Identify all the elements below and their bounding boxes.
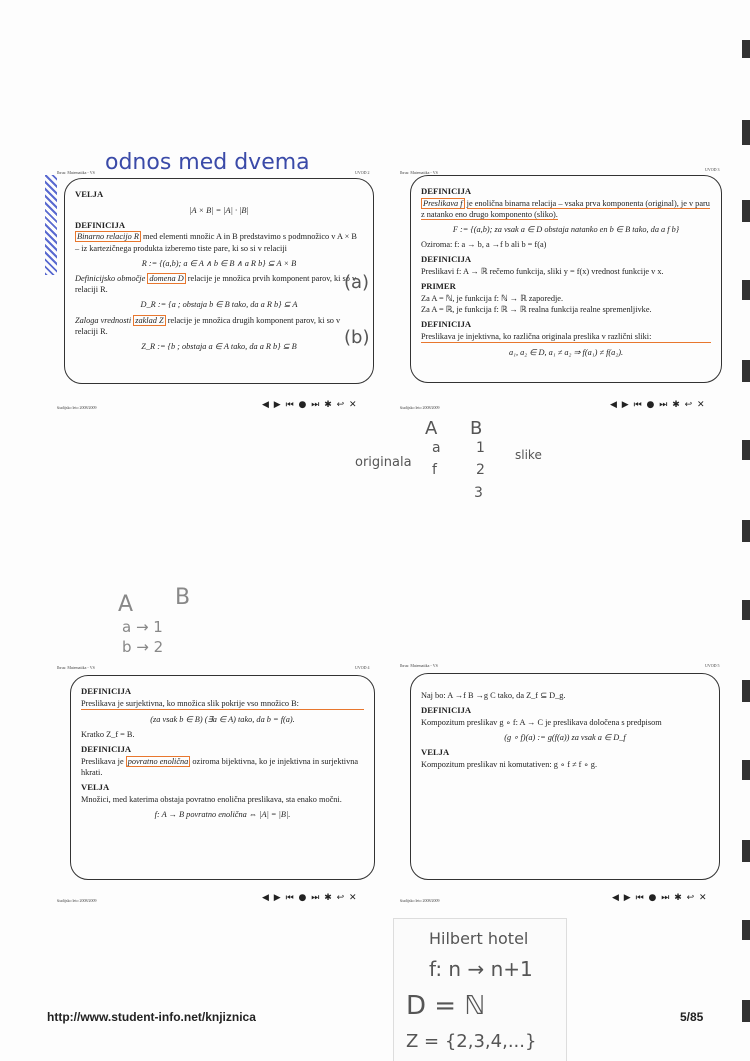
slide-header: Ibrus: Matematika - VS — [57, 170, 95, 175]
formula: D_R := {a ; obstaja b ∈ B tako, da a R b} ⊆ A — [140, 300, 298, 310]
paragraph: Preslikava f je enolična binarna relacija – vsaka prva komponenta (original), je v paru z natanko eno drugo komponento (sliko). — [421, 198, 710, 219]
binder-mark — [742, 280, 750, 300]
heading: DEFINICIJA — [421, 705, 472, 716]
handwritten-scribble — [45, 175, 57, 275]
binder-mark — [742, 680, 750, 702]
heading: PRIMER — [421, 281, 456, 292]
element: 2 — [476, 462, 485, 478]
slide-number: UVOD 5 — [705, 663, 720, 668]
slide-header: Ibrus: Matematika - VS — [57, 665, 95, 670]
binder-mark — [742, 40, 750, 58]
slide-footer: študijsko leto 2008/2009 — [57, 405, 97, 410]
set-a-label: A — [425, 418, 438, 439]
binder-mark — [742, 360, 750, 382]
formula: (g ∘ f)(a) := g(f(a)) za vsak a ∈ D_f — [504, 732, 626, 742]
slide-number: UVOD 3 — [705, 167, 720, 172]
element: f — [432, 462, 437, 478]
element: 3 — [474, 485, 483, 501]
handwritten-label: (a) — [344, 272, 370, 293]
heading: DEFINICIJA — [421, 186, 472, 196]
slide-5 — [410, 673, 720, 880]
formula: |A × B| = |A| · |B| — [189, 205, 249, 215]
paragraph: Kratko Z_f = B. — [81, 729, 135, 739]
element: 1 — [476, 440, 485, 456]
paragraph: Za A = ℕ, je funkcija f: ℕ → ℝ zaporedje. — [421, 293, 564, 303]
note-line: Hilbert hotel — [429, 929, 529, 948]
slide-nav-icons: ◀ ▶ ⏮ ● ⏭ ✱ ↩ ✕ — [610, 400, 706, 410]
note-line: Z = {2,3,4,...} — [406, 1031, 537, 1052]
formula: (za vsak b ∈ B) (∃a ∈ A) tako, da b = f(a). — [150, 714, 295, 724]
note: slike — [515, 448, 542, 462]
slide-nav-icons: ◀ ▶ ⏮ ● ⏭ ✱ ↩ ✕ — [262, 400, 358, 410]
sticky-note — [393, 918, 567, 1061]
handwritten-note: odnos med dvema — [105, 150, 310, 175]
formula: R := {(a,b); a ∈ A ∧ b ∈ B ∧ a R b} ⊆ A × B — [141, 258, 297, 268]
slide-footer: študijsko leto 2008/2009 — [57, 898, 97, 903]
slide-nav-icons: ◀ ▶ ⏮ ● ⏭ ✱ ↩ ✕ — [612, 893, 708, 903]
heading: DEFINICIJA — [75, 219, 126, 230]
paragraph: Preslikava je surjektivna, ko množica slik pokrije vso množico B: — [81, 698, 364, 710]
paragraph: Binarno relacijo R med elementi množic A in B predstavimo s podmnožico v A × B – iz kartezičnega produkta izberemo tiste pare, ki so si v relaciji — [75, 232, 357, 253]
paragraph: Množici, med katerima obstaja povratno enolična preslikava, sta enako močni. — [81, 794, 342, 804]
paragraph: Preslikava je injektivna, ko različna originala preslika v različni sliki: — [421, 331, 711, 343]
paragraph: Oziroma: f: a → b, a →f b ali b = f(a) — [421, 240, 547, 250]
binder-mark — [742, 120, 750, 145]
paragraph: Naj bo: A →f B →g C tako, da Z_f ⊆ D_g. — [421, 691, 566, 700]
slide-footer: študijsko leto 2008/2009 — [400, 898, 440, 903]
set-b-label: B — [175, 585, 191, 610]
source-url: http://www.student-info.net/knjiznica — [47, 1010, 256, 1024]
note: originala — [355, 455, 412, 470]
formula: Z_R := {b ; obstaja a ∈ A tako, da a R b} ⊆ B — [141, 341, 297, 351]
heading: VELJA — [421, 747, 450, 758]
paragraph: Kompozitum preslikav ni komutativen: g ∘ f ≠ f ∘ g. — [421, 759, 598, 769]
handwritten-label: (b) — [344, 327, 370, 348]
slide-3 — [410, 175, 722, 383]
slide-number: UVOD 2 — [355, 170, 370, 175]
set-b-label: B — [470, 418, 483, 439]
formula: a₁, a₂ ∈ D, a₁ ≠ a₂ ⇒ f(a₁) ≠ f(a₂). — [508, 347, 624, 357]
heading: VELJA — [81, 782, 110, 793]
mapping: a → 1 — [122, 618, 163, 636]
binder-mark — [742, 920, 750, 940]
binder-mark — [742, 840, 750, 862]
slide-number: UVOD 4 — [355, 665, 370, 670]
paragraph: Za A = ℝ, je funkcija f: ℝ → ℝ realna funkcija realne spremenljivke. — [421, 304, 652, 314]
page-number: 5/85 — [680, 1010, 704, 1024]
set-a-label: A — [118, 592, 134, 617]
mapping: b → 2 — [122, 638, 164, 656]
paragraph: Zaloga vrednosti zaklad Z relacije je množica drugih komponent parov, ki so v relaciji R. — [75, 315, 341, 336]
formula: f: A → B povratno enolična ⇔ |A| = |B|. — [154, 809, 291, 819]
slide-nav-icons: ◀ ▶ ⏮ ● ⏭ ✱ ↩ ✕ — [262, 893, 358, 903]
formula: F := {(a,b); za vsak a ∈ D obstaja natanko en b ∈ B tako, da a f b} — [452, 224, 680, 234]
slide-2 — [64, 178, 374, 384]
heading: DEFINICIJA — [421, 254, 472, 265]
heading: DEFINICIJA — [81, 744, 132, 755]
heading: DEFINICIJA — [81, 686, 132, 696]
slide-4 — [70, 675, 375, 880]
binder-mark — [742, 440, 750, 460]
paragraph: Preslikava je povratno enolična oziroma bijektivna, ko je injektivna in surjektivna hkrati. — [81, 756, 359, 777]
paragraph: Kompozitum preslikav g ∘ f: A → C je preslikava določena s predpisom — [421, 717, 662, 727]
slide-header: Ibrus: Matematika - VS — [400, 663, 438, 668]
binder-mark — [742, 760, 750, 780]
element: a — [432, 440, 441, 456]
heading: VELJA — [75, 189, 104, 199]
binder-mark — [742, 600, 750, 620]
slide-header: Ibrus: Matematika - VS — [400, 170, 438, 175]
binder-mark — [742, 200, 750, 222]
slide-footer: študijsko leto 2008/2009 — [400, 405, 440, 410]
paragraph: Definicijsko območje domena D relacije je množica prvih komponent parov, ki so v relaciji R. — [75, 273, 357, 295]
binder-mark — [742, 1000, 750, 1022]
binder-mark — [742, 520, 750, 542]
note-line: f: n → n+1 — [429, 957, 533, 981]
note-line: D = ℕ — [406, 991, 486, 1021]
paragraph: Preslikavi f: A → ℝ rečemo funkcija, sliki y = f(x) vrednost funkcije v x. — [421, 266, 664, 276]
heading: DEFINICIJA — [421, 319, 472, 330]
